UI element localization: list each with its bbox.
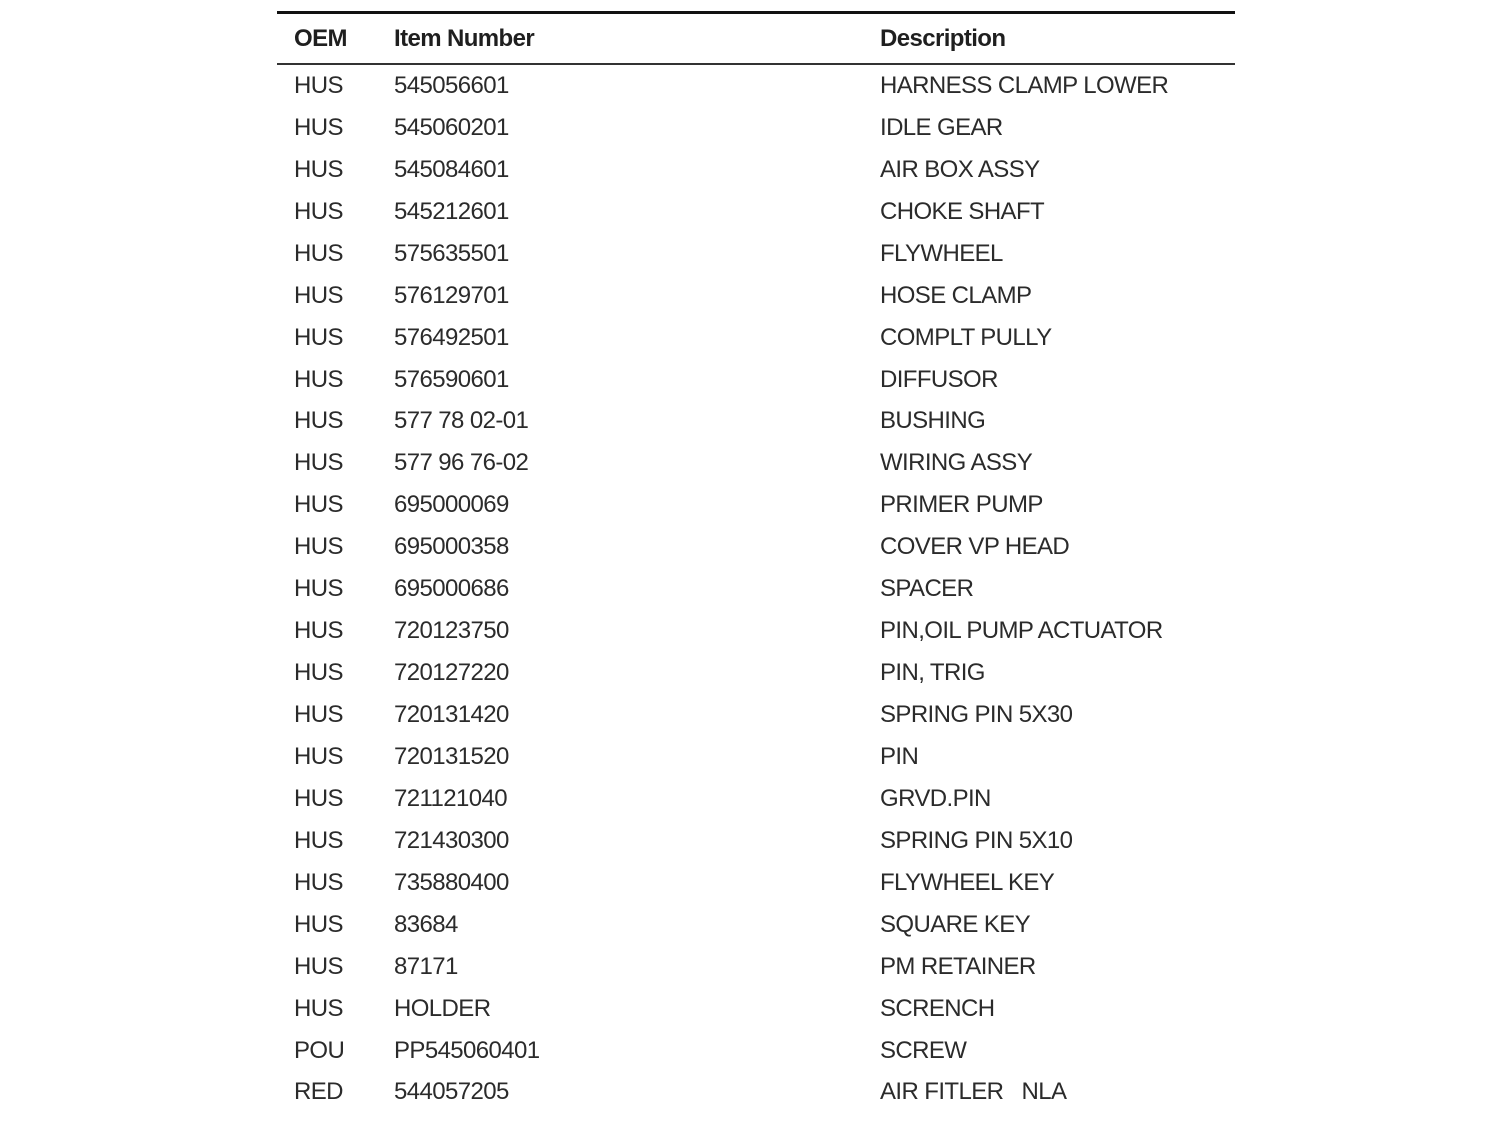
table-row <box>277 778 1235 820</box>
item-number-cell: 575635501 <box>394 239 509 267</box>
oem-cell: HUS <box>294 71 343 99</box>
description-cell: FLYWHEEL <box>880 239 1003 267</box>
oem-cell: HUS <box>294 910 343 938</box>
item-number-cell: 720123750 <box>394 617 509 645</box>
description-cell: DIFFUSOR <box>880 365 998 393</box>
item-number-cell: 545060201 <box>394 113 509 141</box>
item-number-cell: 577 78 02-01 <box>394 407 529 435</box>
oem-cell: HUS <box>294 113 343 141</box>
item-number-cell: 576129701 <box>394 281 509 309</box>
description-cell: SPACER <box>880 575 974 603</box>
table-row <box>277 862 1235 904</box>
description-cell: AIR FITLER NLA <box>880 1078 1067 1106</box>
table-row <box>277 401 1235 443</box>
description-cell: SPRING PIN 5X30 <box>880 701 1073 729</box>
table-row <box>277 65 1235 107</box>
oem-cell: HUS <box>294 617 343 645</box>
description-cell: FLYWHEEL KEY <box>880 868 1055 896</box>
description-cell: IDLE GEAR <box>880 113 1003 141</box>
oem-cell: HUS <box>294 952 343 980</box>
description-cell: COMPLT PULLY <box>880 323 1052 351</box>
description-cell: WIRING ASSY <box>880 449 1033 477</box>
oem-cell: HUS <box>294 323 343 351</box>
item-number-cell: 720131420 <box>394 701 509 729</box>
table-row <box>277 317 1235 359</box>
table-row <box>277 568 1235 610</box>
table-row <box>277 694 1235 736</box>
description-cell: SCRENCH <box>880 994 995 1022</box>
description-cell: PRIMER PUMP <box>880 491 1043 519</box>
oem-cell: HUS <box>294 868 343 896</box>
description-cell: SPRING PIN 5X10 <box>880 826 1073 854</box>
item-number-cell: PP545060401 <box>394 1036 540 1064</box>
oem-cell: HUS <box>294 365 343 393</box>
description-cell: PIN, TRIG <box>880 659 985 687</box>
table-row <box>277 149 1235 191</box>
item-number-cell: 720127220 <box>394 659 509 687</box>
oem-cell: HUS <box>294 659 343 687</box>
oem-cell: HUS <box>294 491 343 519</box>
table-row <box>277 442 1235 484</box>
table-row <box>277 820 1235 862</box>
item-number-cell: 544057205 <box>394 1078 509 1106</box>
parts-table <box>277 11 1235 1113</box>
table-row <box>277 107 1235 149</box>
oem-cell: POU <box>294 1036 345 1064</box>
oem-cell: HUS <box>294 197 343 225</box>
oem-cell: HUS <box>294 155 343 183</box>
description-cell: SCREW <box>880 1036 967 1064</box>
oem-cell: HUS <box>294 826 343 854</box>
item-number-cell: 576492501 <box>394 323 509 351</box>
header-item-number: Item Number <box>394 24 535 52</box>
oem-cell: HUS <box>294 533 343 561</box>
description-cell: SQUARE KEY <box>880 910 1031 938</box>
oem-cell: HUS <box>294 784 343 812</box>
oem-cell: HUS <box>294 449 343 477</box>
item-number-cell: 720131520 <box>394 742 509 770</box>
oem-cell: HUS <box>294 742 343 770</box>
oem-cell: RED <box>294 1078 343 1106</box>
table-row <box>277 904 1235 946</box>
item-number-cell: 545056601 <box>394 71 509 99</box>
header-oem: OEM <box>294 24 347 52</box>
description-cell: BUSHING <box>880 407 986 435</box>
item-number-cell: 577 96 76-02 <box>394 449 529 477</box>
table-row <box>277 610 1235 652</box>
item-number-cell: 695000358 <box>394 533 509 561</box>
table-row <box>277 526 1235 568</box>
item-number-cell: 695000686 <box>394 575 509 603</box>
table-row <box>277 652 1235 694</box>
item-number-cell: 545084601 <box>394 155 509 183</box>
item-number-cell: 545212601 <box>394 197 509 225</box>
table-row <box>277 233 1235 275</box>
description-cell: CHOKE SHAFT <box>880 197 1045 225</box>
item-number-cell: 576590601 <box>394 365 509 393</box>
table-row <box>277 988 1235 1030</box>
table-row <box>277 946 1235 988</box>
item-number-cell: 83684 <box>394 910 458 938</box>
oem-cell: HUS <box>294 994 343 1022</box>
table-row <box>277 484 1235 526</box>
table-body <box>277 65 1235 1113</box>
oem-cell: HUS <box>294 281 343 309</box>
oem-cell: HUS <box>294 575 343 603</box>
oem-cell: HUS <box>294 239 343 267</box>
description-cell: GRVD.PIN <box>880 784 991 812</box>
table-row <box>277 275 1235 317</box>
description-cell: PIN <box>880 742 919 770</box>
item-number-cell: 87171 <box>394 952 458 980</box>
item-number-cell: 721430300 <box>394 826 509 854</box>
item-number-cell: 735880400 <box>394 868 509 896</box>
table-row <box>277 1030 1235 1072</box>
description-cell: PIN,OIL PUMP ACTUATOR <box>880 617 1163 645</box>
table-row <box>277 1072 1235 1114</box>
header-description: Description <box>880 24 1006 52</box>
item-number-cell: 695000069 <box>394 491 509 519</box>
description-cell: PM RETAINER <box>880 952 1036 980</box>
table-row <box>277 736 1235 778</box>
table-row <box>277 191 1235 233</box>
oem-cell: HUS <box>294 407 343 435</box>
description-cell: HARNESS CLAMP LOWER <box>880 71 1169 99</box>
description-cell: AIR BOX ASSY <box>880 155 1040 183</box>
item-number-cell: HOLDER <box>394 994 491 1022</box>
table-row <box>277 359 1235 401</box>
description-cell: COVER VP HEAD <box>880 533 1070 561</box>
oem-cell: HUS <box>294 701 343 729</box>
item-number-cell: 721121040 <box>394 784 507 812</box>
description-cell: HOSE CLAMP <box>880 281 1032 309</box>
table-header-row <box>277 14 1235 63</box>
